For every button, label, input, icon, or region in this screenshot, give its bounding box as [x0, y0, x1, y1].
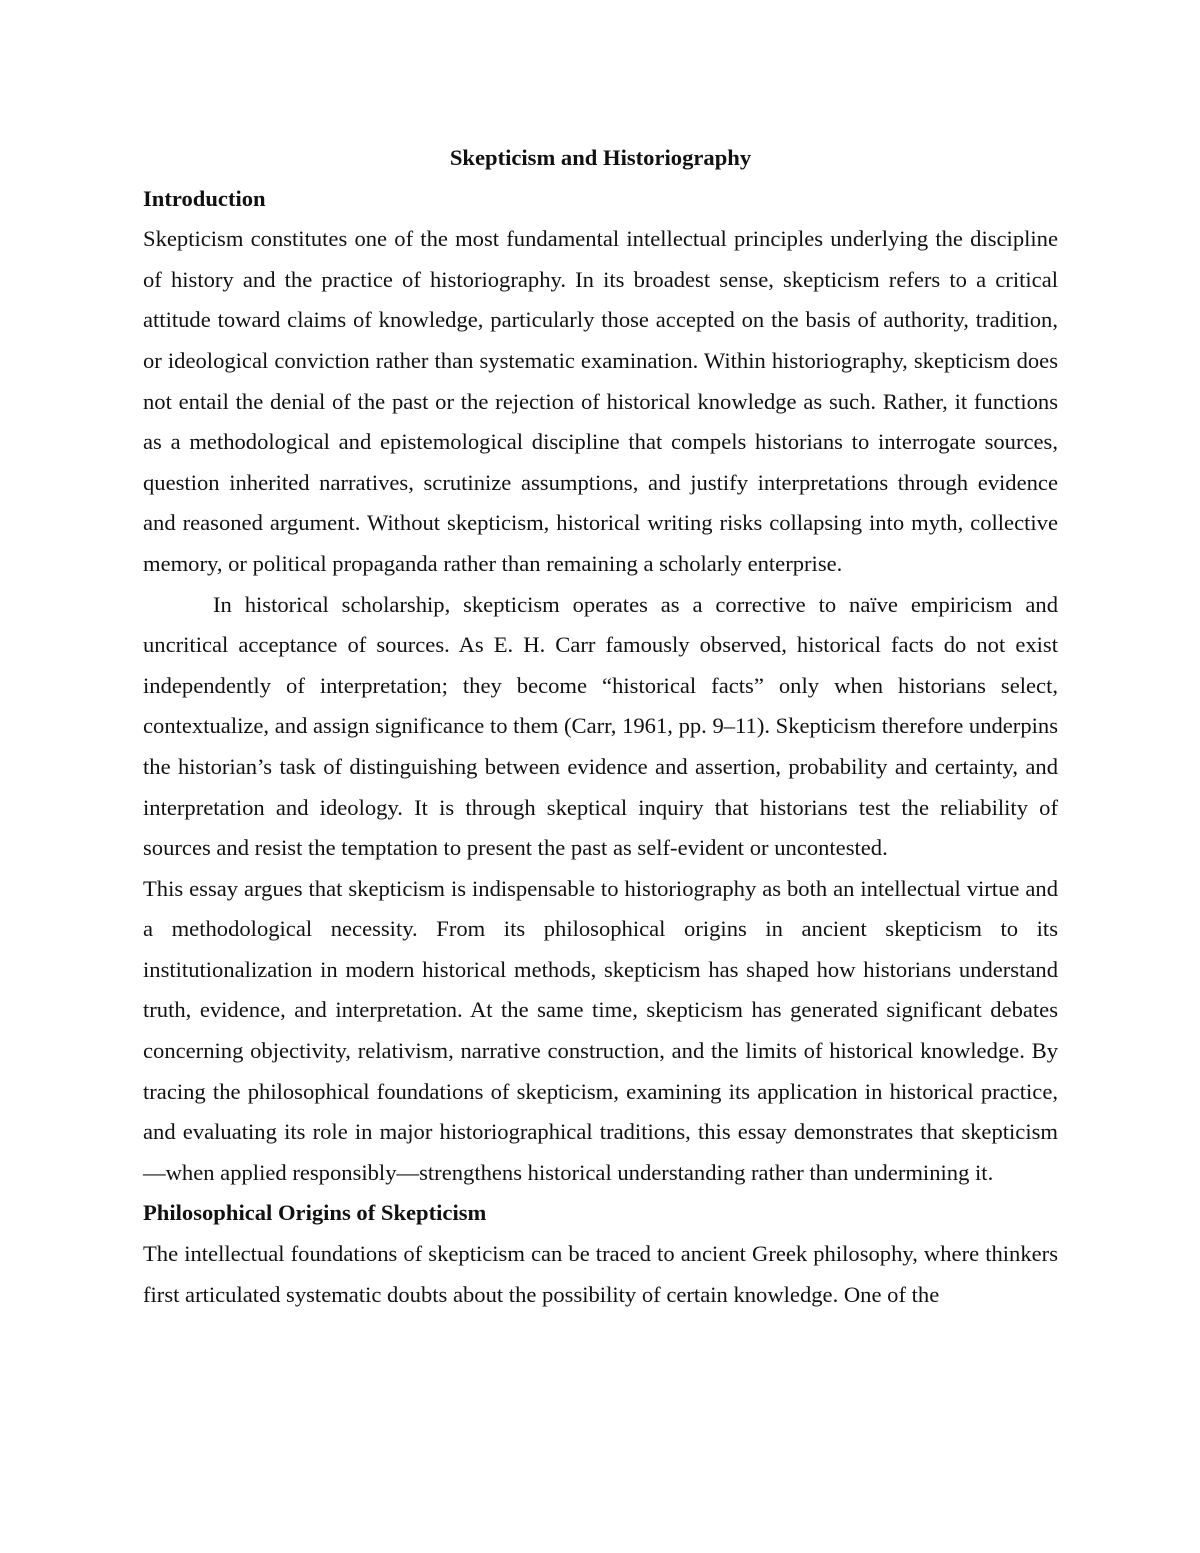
paragraph: In historical scholarship, skepticism operates as a corrective to naïve empiricism and uncritical acceptance of sources. As E. H. Carr famously observed, historical facts do not exist independently of interpretation; they become “historical facts” only when historians select, contextualize, and assign significance to them (Carr, 1961, pp. 9–11). Skepticism therefore underpins the historian’s task of distinguishing between evidence and assertion, probability and certainty, and interpretation and ideology. It is through skeptical inquiry that historians test the reliability of sources and resist the temptation to present the past as self-evident or uncontested. — [143, 591, 1058, 861]
paragraph: Skepticism constitutes one of the most fundamental intellectual principles underlying the discipline of history and the practice of historiography. In its broadest sense, skepticism refers to a critical attitude toward claims of knowledge, particularly those accepted on the basis of authority, tradition, or ideological conviction rather than systematic examination. Within historiography, skepticism does not entail the denial of the past or the rejection of historical knowledge as such. Rather, it functions as a methodological and epistemological discipline that compels historians to interrogate sources, question inherited narratives, scrutinize assumptions, and justify interpretations through evidence and reasoned argument. Without skepticism, historical writing risks collapsing into myth, collective memory, or political propaganda rather than remaining a scholarly enterprise. — [143, 226, 1058, 576]
section-heading-philosophical-origins: Philosophical Origins of Skepticism — [143, 1200, 487, 1226]
paragraph: The intellectual foundations of skepticism can be traced to ancient Greek philosophy, where thinkers first articulated systematic doubts about the possibility of certain knowledge. One of the — [143, 1241, 1058, 1307]
document-title: Skepticism and Historiography — [449, 145, 752, 170]
document-page — [143, 138, 1058, 1315]
section-heading-introduction: Introduction — [143, 185, 266, 211]
paragraph: This essay argues that skepticism is indispensable to historiography as both an intellectual virtue and a methodological necessity. From its philosophical origins in ancient skepticism to its institutionalization in modern historical methods, skepticism has shaped how historians understand truth, evidence, and interpretation. At the same time, skepticism has generated significant debates concerning objectivity, relativism, narrative construction, and the limits of historical knowledge. By tracing the philosophical foundations of skepticism, examining its application in historical practice, and evaluating its role in major historiographical traditions, this essay demonstrates that skepticism—when applied responsibly—strengthens historical understanding rather than undermining it. — [143, 875, 1058, 1185]
